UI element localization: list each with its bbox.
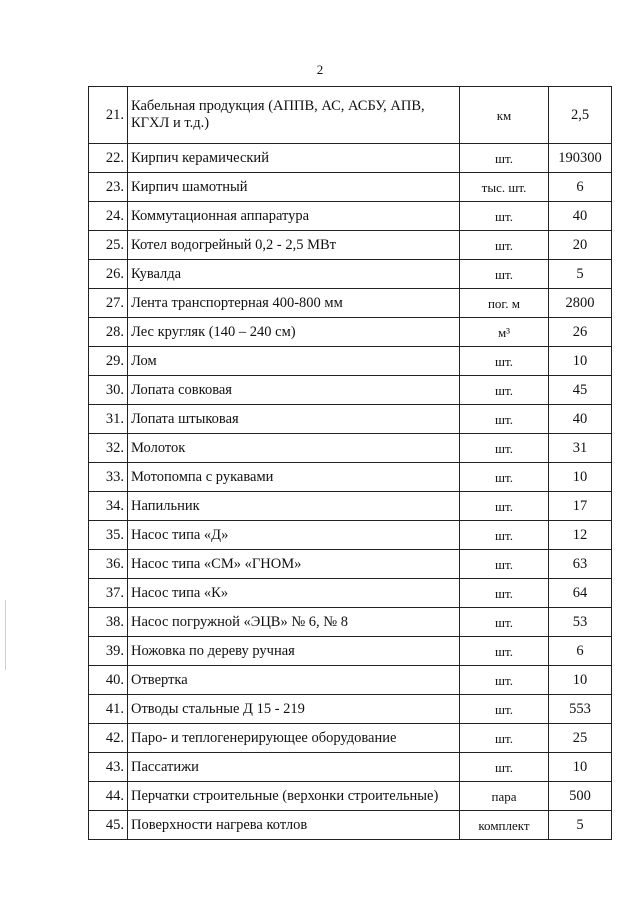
scan-edge-mark	[5, 600, 6, 670]
items-table-body	[89, 87, 612, 840]
item-name: Лом	[128, 347, 460, 376]
item-quantity: 17	[549, 492, 612, 521]
item-quantity: 500	[549, 782, 612, 811]
item-name: Насос типа «Д»	[128, 521, 460, 550]
item-unit: км	[460, 87, 549, 144]
row-number: 43.	[89, 753, 128, 782]
item-unit: шт.	[460, 637, 549, 666]
table-row	[89, 782, 612, 811]
row-number: 24.	[89, 202, 128, 231]
table-row	[89, 811, 612, 840]
item-unit: шт.	[460, 753, 549, 782]
table-row	[89, 695, 612, 724]
table-row	[89, 492, 612, 521]
table-row	[89, 463, 612, 492]
row-number: 31.	[89, 405, 128, 434]
row-number: 45.	[89, 811, 128, 840]
item-quantity: 12	[549, 521, 612, 550]
row-number: 38.	[89, 608, 128, 637]
item-name: Перчатки строительные (верхонки строительные)	[128, 782, 460, 811]
table-row	[89, 434, 612, 463]
item-quantity: 31	[549, 434, 612, 463]
item-unit: пара	[460, 782, 549, 811]
item-quantity: 10	[549, 347, 612, 376]
table-row	[89, 405, 612, 434]
item-quantity: 5	[549, 811, 612, 840]
item-name: Ножовка по дереву ручная	[128, 637, 460, 666]
item-name: Лопата штыковая	[128, 405, 460, 434]
table-row	[89, 231, 612, 260]
item-name: Лес кругляк (140 – 240 см)	[128, 318, 460, 347]
item-name: Насос типа «СМ» «ГНОМ»	[128, 550, 460, 579]
item-name: Отвертка	[128, 666, 460, 695]
item-quantity: 64	[549, 579, 612, 608]
table-row	[89, 376, 612, 405]
item-quantity: 2,5	[549, 87, 612, 144]
item-unit: шт.	[460, 492, 549, 521]
table-row	[89, 521, 612, 550]
row-number: 23.	[89, 173, 128, 202]
table-row	[89, 347, 612, 376]
item-name: Молоток	[128, 434, 460, 463]
item-quantity: 2800	[549, 289, 612, 318]
row-number: 26.	[89, 260, 128, 289]
item-unit: шт.	[460, 260, 549, 289]
item-quantity: 5	[549, 260, 612, 289]
item-quantity: 10	[549, 463, 612, 492]
item-quantity: 10	[549, 753, 612, 782]
item-quantity: 6	[549, 637, 612, 666]
item-quantity: 45	[549, 376, 612, 405]
item-unit: шт.	[460, 695, 549, 724]
row-number: 36.	[89, 550, 128, 579]
item-quantity: 40	[549, 202, 612, 231]
item-unit: шт.	[460, 405, 549, 434]
table-row	[89, 260, 612, 289]
item-quantity: 26	[549, 318, 612, 347]
item-unit: шт.	[460, 666, 549, 695]
row-number: 34.	[89, 492, 128, 521]
row-number: 32.	[89, 434, 128, 463]
item-unit: м³	[460, 318, 549, 347]
table-row	[89, 144, 612, 173]
item-quantity: 53	[549, 608, 612, 637]
row-number: 35.	[89, 521, 128, 550]
table-row	[89, 289, 612, 318]
table-row	[89, 724, 612, 753]
page-number: 2	[316, 62, 324, 77]
item-quantity: 25	[549, 724, 612, 753]
row-number: 30.	[89, 376, 128, 405]
item-unit: шт.	[460, 202, 549, 231]
table-row	[89, 202, 612, 231]
row-number: 39.	[89, 637, 128, 666]
item-quantity: 6	[549, 173, 612, 202]
item-name: Лента транспортерная 400-800 мм	[128, 289, 460, 318]
table-row	[89, 318, 612, 347]
item-name: Отводы стальные Д 15 - 219	[128, 695, 460, 724]
item-name: Коммутационная аппаратура	[128, 202, 460, 231]
item-unit: тыс. шт.	[460, 173, 549, 202]
table-row	[89, 173, 612, 202]
row-number: 40.	[89, 666, 128, 695]
item-name: Кирпич шамотный	[128, 173, 460, 202]
item-unit: комплект	[460, 811, 549, 840]
table-row	[89, 753, 612, 782]
item-unit: шт.	[460, 463, 549, 492]
item-unit: шт.	[460, 434, 549, 463]
table-row	[89, 550, 612, 579]
item-unit: пог. м	[460, 289, 549, 318]
row-number: 41.	[89, 695, 128, 724]
table-row	[89, 608, 612, 637]
item-name: Паро- и теплогенерирующее оборудование	[128, 724, 460, 753]
item-quantity: 63	[549, 550, 612, 579]
item-name: Мотопомпа с рукавами	[128, 463, 460, 492]
table-row	[89, 637, 612, 666]
item-quantity: 40	[549, 405, 612, 434]
item-name: Кабельная продукция (АППВ, АС, АСБУ, АПВ, КГХЛ и т.д.)	[128, 87, 460, 144]
item-unit: шт.	[460, 724, 549, 753]
row-number: 22.	[89, 144, 128, 173]
item-quantity: 20	[549, 231, 612, 260]
items-table	[88, 86, 612, 840]
table-row	[89, 666, 612, 695]
item-quantity: 10	[549, 666, 612, 695]
row-number: 21.	[89, 87, 128, 144]
row-number: 25.	[89, 231, 128, 260]
row-number: 28.	[89, 318, 128, 347]
item-name: Лопата совковая	[128, 376, 460, 405]
item-unit: шт.	[460, 550, 549, 579]
item-name: Кирпич керамический	[128, 144, 460, 173]
item-quantity: 553	[549, 695, 612, 724]
row-number: 44.	[89, 782, 128, 811]
item-unit: шт.	[460, 376, 549, 405]
item-unit: шт.	[460, 579, 549, 608]
item-unit: шт.	[460, 608, 549, 637]
item-name: Насос погружной «ЭЦВ» № 6, № 8	[128, 608, 460, 637]
item-unit: шт.	[460, 231, 549, 260]
row-number: 29.	[89, 347, 128, 376]
row-number: 37.	[89, 579, 128, 608]
row-number: 27.	[89, 289, 128, 318]
item-name: Кувалда	[128, 260, 460, 289]
item-name: Напильник	[128, 492, 460, 521]
table-row	[89, 87, 612, 144]
item-name: Котел водогрейный 0,2 - 2,5 МВт	[128, 231, 460, 260]
table-row	[89, 579, 612, 608]
item-unit: шт.	[460, 347, 549, 376]
item-name: Пассатижи	[128, 753, 460, 782]
row-number: 42.	[89, 724, 128, 753]
item-unit: шт.	[460, 144, 549, 173]
row-number: 33.	[89, 463, 128, 492]
item-name: Насос типа «К»	[128, 579, 460, 608]
item-name: Поверхности нагрева котлов	[128, 811, 460, 840]
item-unit: шт.	[460, 521, 549, 550]
item-quantity: 190300	[549, 144, 612, 173]
